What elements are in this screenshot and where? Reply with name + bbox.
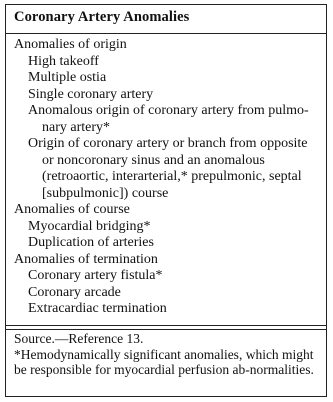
list-item: Coronary arcade	[28, 284, 121, 300]
list-item: Origin of coronary artery or branch from opposite or noncoronary sinus and an anomalous (retroaortic, interarterial,* prepulmonic, septal [subpulmonic]) course	[28, 136, 308, 201]
footer-divider-bottom	[6, 329, 326, 330]
list-item: Myocardial bridging*	[28, 218, 151, 234]
title-divider	[6, 33, 326, 34]
section-heading-termination: Anomalies of termination	[14, 251, 158, 267]
list-item: Single coronary artery	[28, 86, 154, 102]
list-item: Anomalous origin of coronary artery from pulmo-nary artery*	[28, 103, 309, 135]
list-item: Multiple ostia	[28, 70, 107, 85]
list-item: Duplication of arteries	[28, 235, 154, 250]
coronary-anomalies-table	[5, 4, 327, 397]
section-heading-course: Anomalies of course	[14, 202, 130, 217]
footnote: *Hemodynamically significant anomalies, which might be responsible for myocardial perfusion ab-normalities.	[14, 346, 314, 377]
table-title: Coronary Artery Anomalies	[14, 9, 190, 25]
footer-divider-top	[6, 325, 326, 326]
table-footer	[14, 331, 318, 378]
table-body	[14, 37, 318, 318]
list-item: Extracardiac termination	[28, 301, 167, 316]
section-heading-origin: Anomalies of origin	[14, 37, 127, 52]
source-note: Source.—Reference 13.	[14, 331, 144, 346]
list-item: High takeoff	[28, 53, 99, 69]
list-item: Coronary artery fistula*	[28, 268, 163, 283]
